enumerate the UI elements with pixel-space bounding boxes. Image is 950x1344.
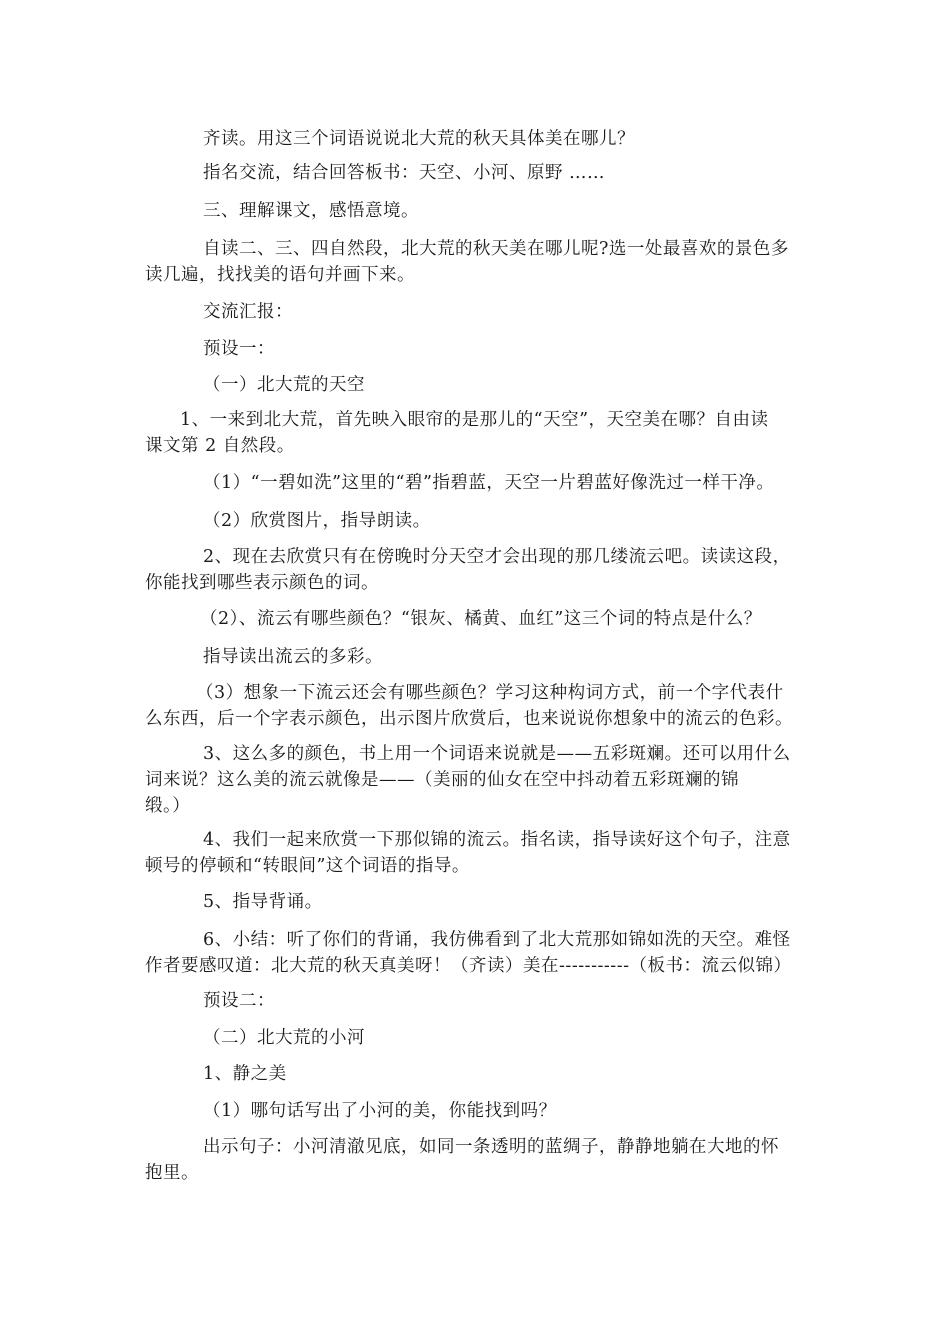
text-line: 你能找到哪些表示颜色的词。	[145, 573, 379, 593]
section-heading: （二）北大荒的小河	[203, 1028, 365, 1048]
text-line: 三、理解课文，感悟意境。	[203, 201, 419, 221]
text-line: 作者要感叹道：北大荒的秋天真美呀！（齐读）美在-----------（板书：流云似锦）	[145, 956, 792, 976]
text-line: 6、小结：听了你们的背诵，我仿佛看到了北大荒那如锦如洗的天空。难怪	[203, 930, 791, 950]
text-line: （2）欣赏图片，指导朗读。	[203, 511, 431, 531]
text-line: 4、我们一起来欣赏一下那似锦的流云。指名读，指导读好这个句子，注意	[203, 830, 791, 850]
text-line: 指导读出流云的多彩。	[203, 647, 383, 667]
text-line: （2）、流云有哪些颜色？“银灰、橘黄、血红”这三个词的特点是什么？	[200, 609, 762, 629]
text-line: 3、这么多的颜色，书上用一个词语来说就是——五彩斑斓。还可以用什么	[203, 744, 791, 764]
text-line: 预设一：	[203, 339, 275, 359]
text-line: 出示句子：小河清澈见底，如同一条透明的蓝绸子，静静地躺在大地的怀	[203, 1137, 779, 1157]
text-line: 预设二：	[203, 991, 275, 1011]
text-line: （1）哪句话写出了小河的美，你能找到吗？	[203, 1101, 557, 1121]
text-line: 课文第 2 自然段。	[145, 436, 295, 456]
text-line: 1、静之美	[203, 1064, 287, 1084]
text-line: 5、指导背诵。	[203, 892, 323, 912]
text-line: 齐读。用这三个词语说说北大荒的秋天具体美在哪儿？	[203, 129, 635, 149]
text-line: 交流汇报：	[203, 302, 293, 322]
text-line: 词来说？这么美的流云就像是——（美丽的仙女在空中抖动着五彩斑斓的锦	[145, 770, 739, 790]
text-line: 指名交流，结合回答板书：天空、小河、原野 ……	[203, 163, 606, 183]
text-line: 抱里。	[145, 1163, 199, 1183]
text-line: 么东西，后一个字表示颜色，出示图片欣赏后，也来说说你想象中的流云的色彩。	[145, 709, 793, 729]
text-line: （1）“一碧如洗”这里的“碧”指碧蓝，天空一片碧蓝好像洗过一样干净。	[203, 473, 775, 493]
text-line: 自读二、三、四自然段，北大荒的秋天美在哪儿呢?选一处最喜欢的景色多	[203, 239, 789, 259]
text-line: 2、现在去欣赏只有在傍晚时分天空才会出现的那几缕流云吧。读读这段，	[203, 547, 791, 567]
section-heading: （一）北大荒的天空	[203, 375, 365, 395]
text-line: 1、一来到北大荒，首先映入眼帘的是那儿的“天空”，天空美在哪？自由读	[180, 410, 769, 430]
text-line: （3）想象一下流云还会有哪些颜色？学习这种构词方式，前一个字代表什	[196, 683, 784, 703]
text-line: 读几遍，找找美的语句并画下来。	[145, 265, 415, 285]
text-line: 缎。）	[145, 796, 191, 816]
text-line: 顿号的停顿和“转眼间”这个词语的指导。	[145, 856, 470, 876]
